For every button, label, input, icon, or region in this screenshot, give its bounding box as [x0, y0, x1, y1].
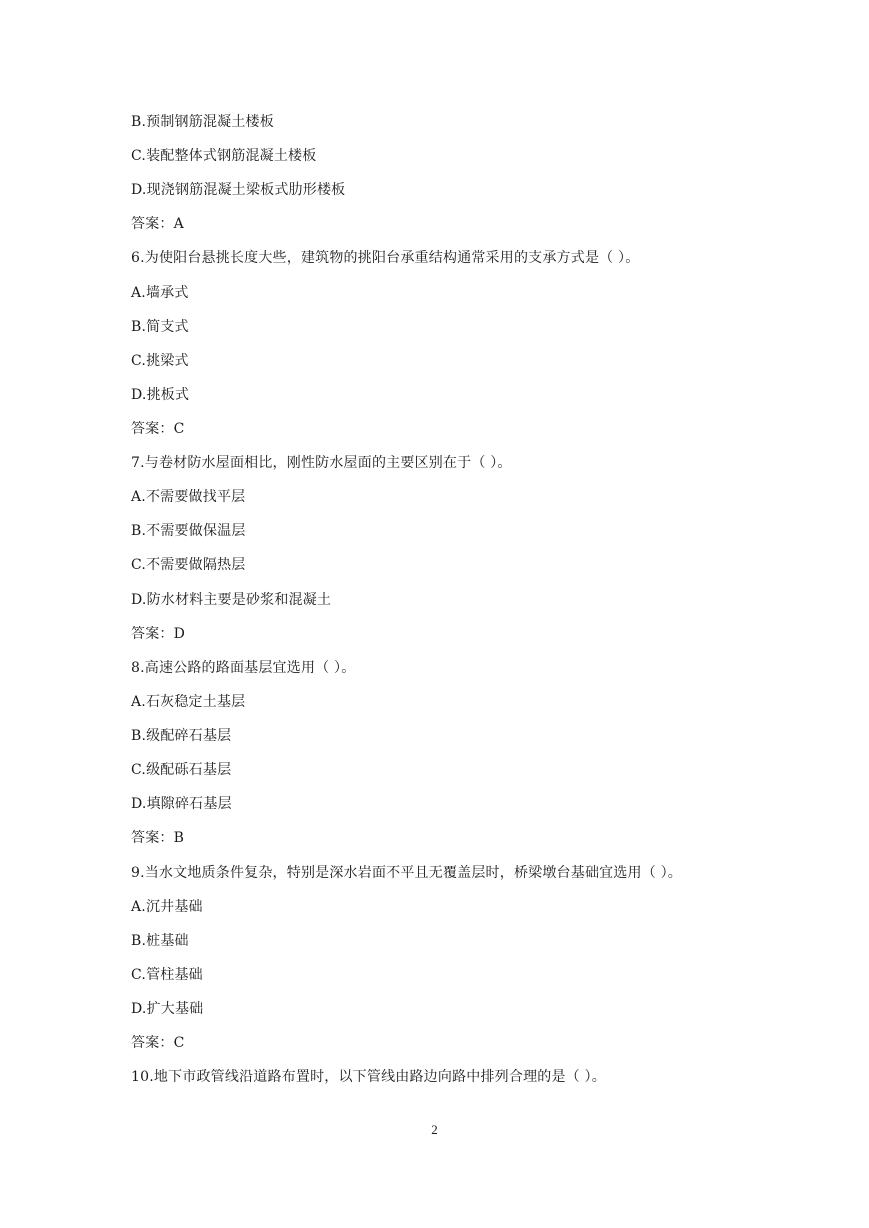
option-b-q9: B.桩基础: [131, 933, 189, 949]
option-b-q7: B.不需要做保温层: [131, 523, 246, 539]
answer-q9: 答案：C: [131, 1035, 185, 1051]
question-8: 8.高速公路的路面基层宜选用（ ）。: [131, 660, 356, 676]
option-c-q7: C.不需要做隔热层: [131, 557, 246, 573]
option-d-q5: D.现浇钢筋混凝土梁板式肋形楼板: [131, 182, 346, 198]
page-number: 2: [431, 1122, 438, 1137]
option-d-q6: D.挑板式: [131, 387, 190, 403]
answer-q5: 答案：A: [131, 216, 184, 232]
answer-q8: 答案：B: [131, 830, 185, 846]
question-9: 9.当水文地质条件复杂，特别是深水岩面不平且无覆盖层时，桥梁墩台基础宜选用（ ）。: [131, 865, 683, 881]
option-c-q8: C.级配砾石基层: [131, 762, 232, 778]
question-10: 10.地下市政管线沿道路布置时，以下管线由路边向路中排列合理的是（ ）。: [131, 1069, 606, 1085]
option-b-q8: B.级配碎石基层: [131, 728, 232, 744]
answer-q7: 答案：D: [131, 626, 186, 642]
option-a-q8: A.石灰稳定土基层: [131, 694, 246, 710]
option-c-q6: C.挑梁式: [131, 353, 189, 369]
option-a-q9: A.沉井基础: [131, 899, 203, 915]
option-b-q6: B.简支式: [131, 319, 189, 335]
option-a-q6: A.墙承式: [131, 285, 189, 301]
option-c-q9: C.管柱基础: [131, 967, 203, 983]
option-b-q5: B.预制钢筋混凝土楼板: [131, 114, 274, 130]
question-6: 6.为使阳台悬挑长度大些，建筑物的挑阳台承重结构通常采用的支承方式是（ ）。: [131, 250, 640, 266]
option-d-q7: D.防水材料主要是砂浆和混凝土: [131, 592, 332, 608]
question-7: 7.与卷材防水屋面相比，刚性防水屋面的主要区别在于（ ）。: [131, 455, 512, 471]
option-d-q9: D.扩大基础: [131, 1001, 204, 1017]
option-c-q5: C.装配整体式钢筋混凝土楼板: [131, 148, 317, 164]
option-d-q8: D.填隙碎石基层: [131, 796, 232, 812]
option-a-q7: A.不需要做找平层: [131, 489, 246, 505]
answer-q6: 答案：C: [131, 421, 185, 437]
